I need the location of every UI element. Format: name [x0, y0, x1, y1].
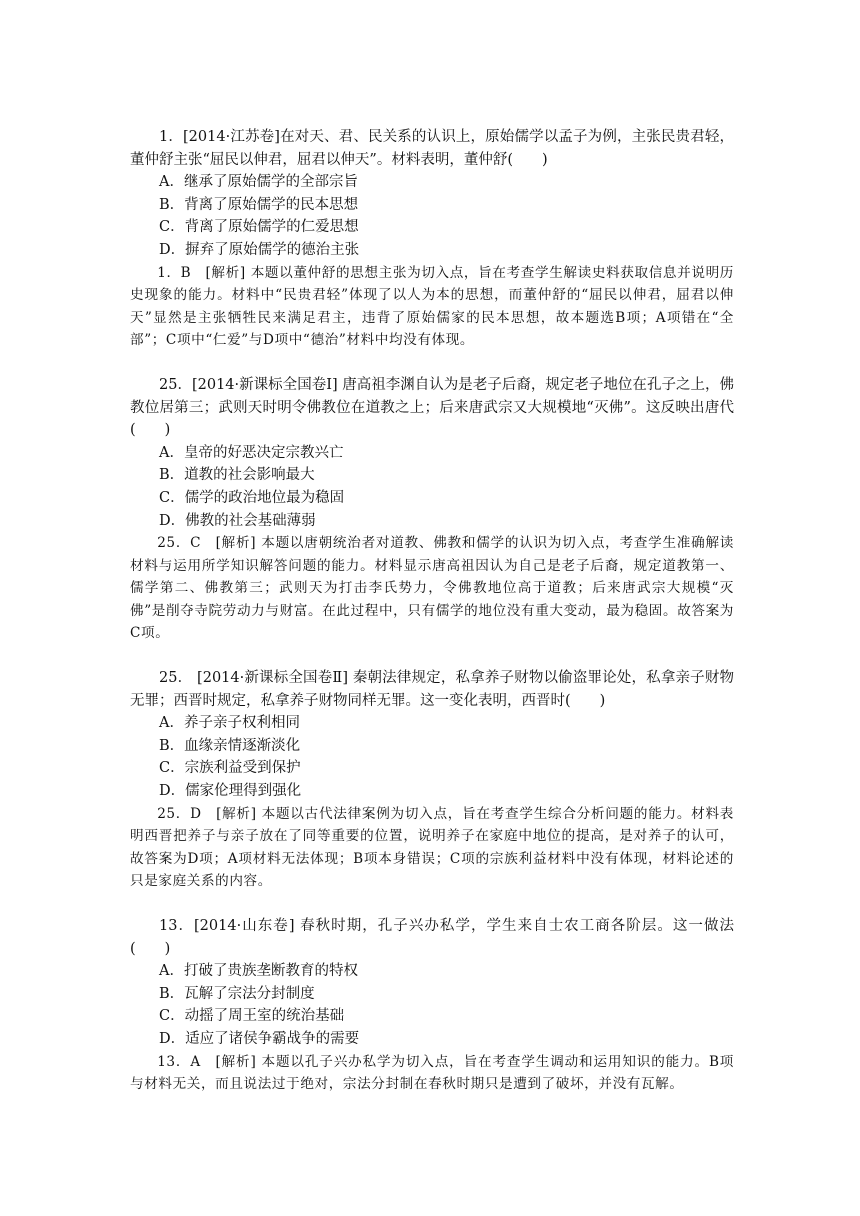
question-stem: 25． [2014·新课标全国卷Ⅱ] 秦朝法律规定，私拿养子财物以偷盗罪论处，私拿亲子财物无罪；西晋时规定，私拿养子财物同样无罪。这一变化表明，西晋时( )	[130, 670, 734, 709]
option-a: A．养子亲子权利相同	[159, 715, 300, 732]
option-c: C．动摇了周王室的统治基础	[159, 1008, 345, 1025]
question-block-3	[130, 667, 734, 893]
option-d: D．佛教的社会基础薄弱	[159, 512, 316, 529]
spacer	[130, 893, 734, 915]
answer-analysis: 1．B [解析] 本题以董仲舒的思想主张为切入点，旨在考查学生解读史料获取信息并说明历史现象的能力。材料中“民贵君轻”体现了以人为本的思想，而董仲舒的“屈民以伸君，屈君以伸天”显然是主张牺牲民来满足君主，违背了原始儒家的民本思想，故本题选B项；A项错在“全部”；C项中“仁爱”与D项中“德治”材料中均没有体现。	[130, 264, 734, 349]
answer-analysis: 25．D [解析] 本题以古代法律案例为切入点，旨在考查学生综合分析问题的能力。材料表明西晋把养子与亲子放在了同等重要的位置，说明养子在家庭中地位的提高，是对养子的认可，故答案为D项；A项材料无法体现；B项本身错误；C项的宗族利益材料中没有体现，材料论述的只是家庭关系的内容。	[130, 805, 734, 890]
option-b: B．瓦解了宗法分封制度	[159, 985, 315, 1002]
option-c: C．儒学的政治地位最为稳固	[159, 489, 345, 506]
option-a: A．打破了贵族垄断教育的特权	[159, 963, 358, 980]
spacer	[130, 352, 734, 374]
question-stem: 25．[2014·新课标全国卷Ⅰ] 唐高祖李渊自认为是老子后裔，规定老子地位在孔子之上，佛教位居第三；武则天时明令佛教位在道教之上；后来唐武宗又大规模地“灭佛”。这反映出唐代( )	[130, 376, 734, 439]
spacer	[130, 645, 734, 667]
option-b: B．道教的社会影响最大	[159, 467, 315, 484]
option-d: D．儒家伦理得到强化	[159, 783, 302, 800]
option-c: C．宗族利益受到保护	[159, 760, 301, 777]
question-stem: 13．[2014·山东卷] 春秋时期，孔子兴办私学，学生来自士农工商各阶层。这一做法( )	[130, 918, 734, 957]
option-a: A．皇帝的好恶决定宗教兴亡	[159, 444, 344, 461]
document-page	[130, 126, 734, 1096]
option-d: D．适应了诸侯争霸战争的需要	[159, 1030, 360, 1047]
option-b: B．背离了原始儒学的民本思想	[159, 196, 359, 213]
question-block-1	[130, 126, 734, 352]
question-block-4	[130, 915, 734, 1096]
option-d: D．摒弃了原始儒学的德治主张	[159, 241, 360, 258]
option-b: B．血缘亲情逐渐淡化	[159, 737, 301, 754]
option-c: C．背离了原始儒学的仁爱思想	[159, 219, 359, 236]
answer-analysis: 25．C [解析] 本题以唐朝统治者对道教、佛教和儒学的认识为切入点，考查学生准确解读材料与运用所学知识解答问题的能力。材料显示唐高祖因认为自己是老子后裔，规定道教第一、儒学第二、佛教第三；武则天为打击李氏势力，令佛教地位高于道教；后来唐武宗大规模“灭佛”是削夺寺院劳动力与财富。在此过程中，只有儒学的地位没有重大变动，最为稳固。故答案为C项。	[130, 535, 734, 642]
option-a: A．继承了原始儒学的全部宗旨	[159, 174, 358, 191]
answer-analysis: 13．A [解析] 本题以孔子兴办私学为切入点，旨在考查学生调动和运用知识的能力。B项与材料无关，而且说法过于绝对，宗法分封制在春秋时期只是遭到了破坏，并没有瓦解。	[130, 1053, 734, 1093]
question-block-2	[130, 374, 734, 645]
question-stem: 1．[2014·江苏卷]在对天、君、民关系的认识上，原始儒学以孟子为例，主张民贵君轻，董仲舒主张“屈民以伸君，屈君以伸天”。材料表明，董仲舒( )	[130, 129, 734, 168]
